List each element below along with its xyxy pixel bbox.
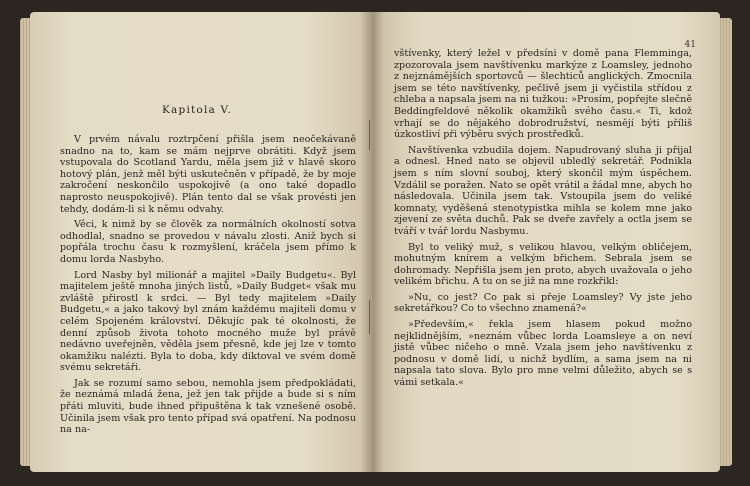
paragraph: Jak se rozumí samo sebou, nemohla jsem předpokládati, že neznámá mladá žena, jež jen tak přijde a bude si s ním přáti mluviti, bude ihned připuštěna k tak vznešené osobě. Učinila jsem však pro tento případ svá opatření. Na podnosu na na- bbox=[60, 377, 356, 436]
right-page bbox=[372, 12, 720, 472]
paragraph: Věci, k nimž by se člověk za normálních okolností sotva odhodlal, snadno se provedou v návalu zlosti. Aniž bych si popřála trochu času k rozmyšlení, kráčela jsem přímo k domu lorda Nasbyho. bbox=[60, 219, 356, 265]
paragraph: vštívenky, který ležel v předsíni v domě pana Flemminga, zpozorovala jsem navštívenku markýze z Loamsley, jednoho z nejznámějších sportovců — šlechticů anglických. Zmocnila jsem se této navštívenky, pečlivě jsem ji vyčistila střídou z chleba a napsala jsem na ni tužkou: »Prosím, popřejte slečně Beddingfeldové několik okamžiků svého času.« Ti, kdož vrhají se do nějakého dobrodružství, nesmějí býti příliš úzkostliví při výběru svých prostředků. bbox=[394, 48, 692, 141]
paragraph: Navštívenka vzbudila dojem. Napudrovaný sluha ji přijal a odnesl. Hned nato se objevil ubledlý sekretář. Podnikla jsem s ním slovní souboj, který skončil mým úspěchem. Vzdálil se poražen. Nato se opět vrátil a žádal mne, abych ho následovala. Učinila jsem tak. Vstoupila jsem do veliké komnaty, vyděšená stenotypistka mihla se kolem mne jako zjevení ze světa duchů. Pak se dveře zavřely a octla jsem se tváří v tvář lordu Nasbymu. bbox=[394, 144, 692, 237]
left-page bbox=[30, 12, 372, 472]
paragraph: »Především,« řekla jsem hlasem pokud možno nejklidnějším, »neznám vůbec lorda Loamsleye a on neví jistě vůbec ničeho o mně. Vzala jsem jeho navštívenku z podnosu v domě lidí, u nichž bydlím, a sama jsem na ni napsala tato slova. Bylo pro mne velmi důležito, abych se s vámi setkala.« bbox=[394, 319, 692, 389]
paragraph: Lord Nasby byl milionář a majitel »Daily Budgetu«. Byl majitelem ještě mnoha jiných listů, »Daily Budget« však mu zvláště přirostl k srdci. — Byl tedy majitelem »Daily Budgetu,« a jako takový byl znám každému majiteli domu v celém Spojeném království. Děkujíc pak té okolnosti, že denní způsob života tohoto mocného muže byl právě nedávno uveřejněn, věděla jsem přesně, kde jej lze v tomto okamžiku nalézti. Byla to doba, kdy diktoval ve svém domě svému sekretáři. bbox=[60, 269, 356, 374]
right-page-stack-edge bbox=[718, 18, 732, 466]
book-gutter bbox=[360, 12, 384, 472]
chapter-title: Kapitola V. bbox=[162, 104, 232, 116]
page-number: 41 bbox=[684, 40, 696, 50]
paragraph: Byl to veliký muž, s velikou hlavou, velkým obličejem, mohutným knírem a velkým břichem. Sebrala jsem se dohromady. Nepřišla jsem jen proto, abych uvažovala o jeho velikém břichu. A tu on se již na mne rozkřikl: bbox=[394, 241, 692, 288]
binding-stitch bbox=[369, 120, 374, 150]
paragraph: »Nu, co jest? Co pak si přeje Loamsley? Vy jste jeho sekretářkou? Co to všechno znamená?« bbox=[394, 291, 692, 315]
binding-stitch bbox=[369, 300, 374, 334]
paragraph: V prvém návalu roztrpčení přišla jsem neočekávaně snadno na to, kam se mám nejprve obrátiti. Když jsem vstupovala do Scotland Yardu, měla jsem již v hlavě skoro hotový plán, jenž měl býti uskutečněn v případě, že by moje zakročení neskončilo uspokojivě (a ono také dopadlo naprosto neuspokojivě). Plán tento dal se však provésti jen tehdy, dodám-li si k němu odvahy. bbox=[60, 134, 356, 215]
